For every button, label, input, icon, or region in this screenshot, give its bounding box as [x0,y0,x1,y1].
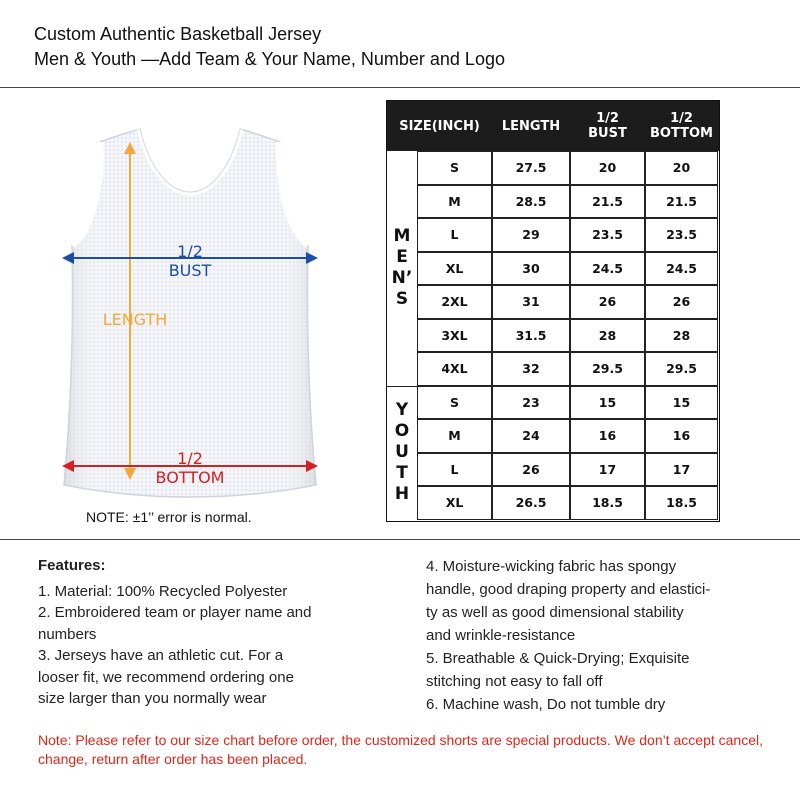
table-cell-bottom: 17 [645,453,718,487]
bottom-label: 1/2 BOTTOM [155,449,225,487]
table-cell-bust: 18.5 [570,486,645,520]
table-cell-length: 31.5 [492,319,570,353]
divider [0,87,800,88]
table-cell-size: S [417,386,492,420]
feature-item: 4. Moisture-wicking fabric has spongy handle, good draping property and elastici- ty as well as good dimensional stability and wrinkle-resistance [426,558,711,644]
length-header: LENGTH [501,118,561,134]
table-cell-size: XL [417,252,492,286]
table-cell-size: 2XL [417,285,492,319]
table-cell-bust: 16 [570,419,645,453]
table-cell-length: 29 [492,218,570,252]
table-cell-bottom: 26 [645,285,718,319]
table-cell-bust: 29.5 [570,352,645,386]
page-subtitle: Men & Youth —Add Team & Your Name, Number and Logo [34,49,505,69]
features-right [426,555,766,716]
order-note: Note: Please refer to our size chart before order, the customized shorts are special products. We don’t accept cancel, change, return after order has been placed. [38,732,763,767]
page-title: Custom Authentic Basketball Jersey [34,24,322,44]
bust-label: 1/2 BUST [168,242,212,280]
table-cell-bust: 20 [570,151,645,185]
mens-group-label: M E N’ S [387,151,417,387]
features-title: Features: [38,557,106,574]
table-cell-bottom: 24.5 [645,252,718,286]
table-cell-bust: 24.5 [570,252,645,286]
table-cell-bottom: 28 [645,319,718,353]
bust-header: 1/2 BUST [588,111,627,141]
feature-item: 5. Breathable & Quick-Drying; Exquisite stitching not easy to fall off [426,650,690,690]
table-cell-bust: 17 [570,453,645,487]
table-cell-length: 27.5 [492,151,570,185]
feature-item: 6. Machine wash, Do not tumble dry [426,696,666,713]
table-cell-size: L [417,218,492,252]
table-cell-size: 4XL [417,352,492,386]
table-cell-length: 32 [492,352,570,386]
table-cell-length: 31 [492,285,570,319]
table-cell-size: M [417,419,492,453]
table-cell-bottom: 21.5 [645,185,718,219]
divider [0,539,800,540]
table-cell-bust: 15 [570,386,645,420]
features-left [38,555,378,710]
bottom-header: 1/2 BOTTOM [650,111,713,141]
table-cell-size: XL [417,486,492,520]
table-cell-bottom: 18.5 [645,486,718,520]
feature-item: 2. Embroidered team or player name and numbers [38,604,312,643]
table-cell-bottom: 23.5 [645,218,718,252]
feature-item: 3. Jerseys have an athletic cut. For a looser fit, we recommend ordering one size larger than you normally wear [38,647,294,707]
length-label: LENGTH [102,310,168,329]
table-cell-bust: 26 [570,285,645,319]
youth-group-label: Y O U T H [394,400,410,504]
table-cell-length: 26.5 [492,486,570,520]
table-cell-bottom: 16 [645,419,718,453]
table-cell-bust: 21.5 [570,185,645,219]
size-header: SIZE(INCH) [399,118,480,134]
table-cell-length: 28.5 [492,185,570,219]
table-cell-bottom: 20 [645,151,718,185]
table-cell-bottom: 15 [645,386,718,420]
table-cell-size: M [417,185,492,219]
table-cell-length: 26 [492,453,570,487]
size-chart-table [386,100,720,522]
table-cell-bust: 28 [570,319,645,353]
table-cell-length: 23 [492,386,570,420]
table-cell-bust: 23.5 [570,218,645,252]
table-cell-bottom: 29.5 [645,352,718,386]
table-cell-length: 30 [492,252,570,286]
table-cell-size: 3XL [417,319,492,353]
table-cell-size: S [417,151,492,185]
table-cell-size: L [417,453,492,487]
error-note: NOTE: ±1’’ error is normal. [86,509,252,525]
feature-item: 1. Material: 100% Recycled Polyester [38,582,288,600]
table-cell-length: 24 [492,419,570,453]
